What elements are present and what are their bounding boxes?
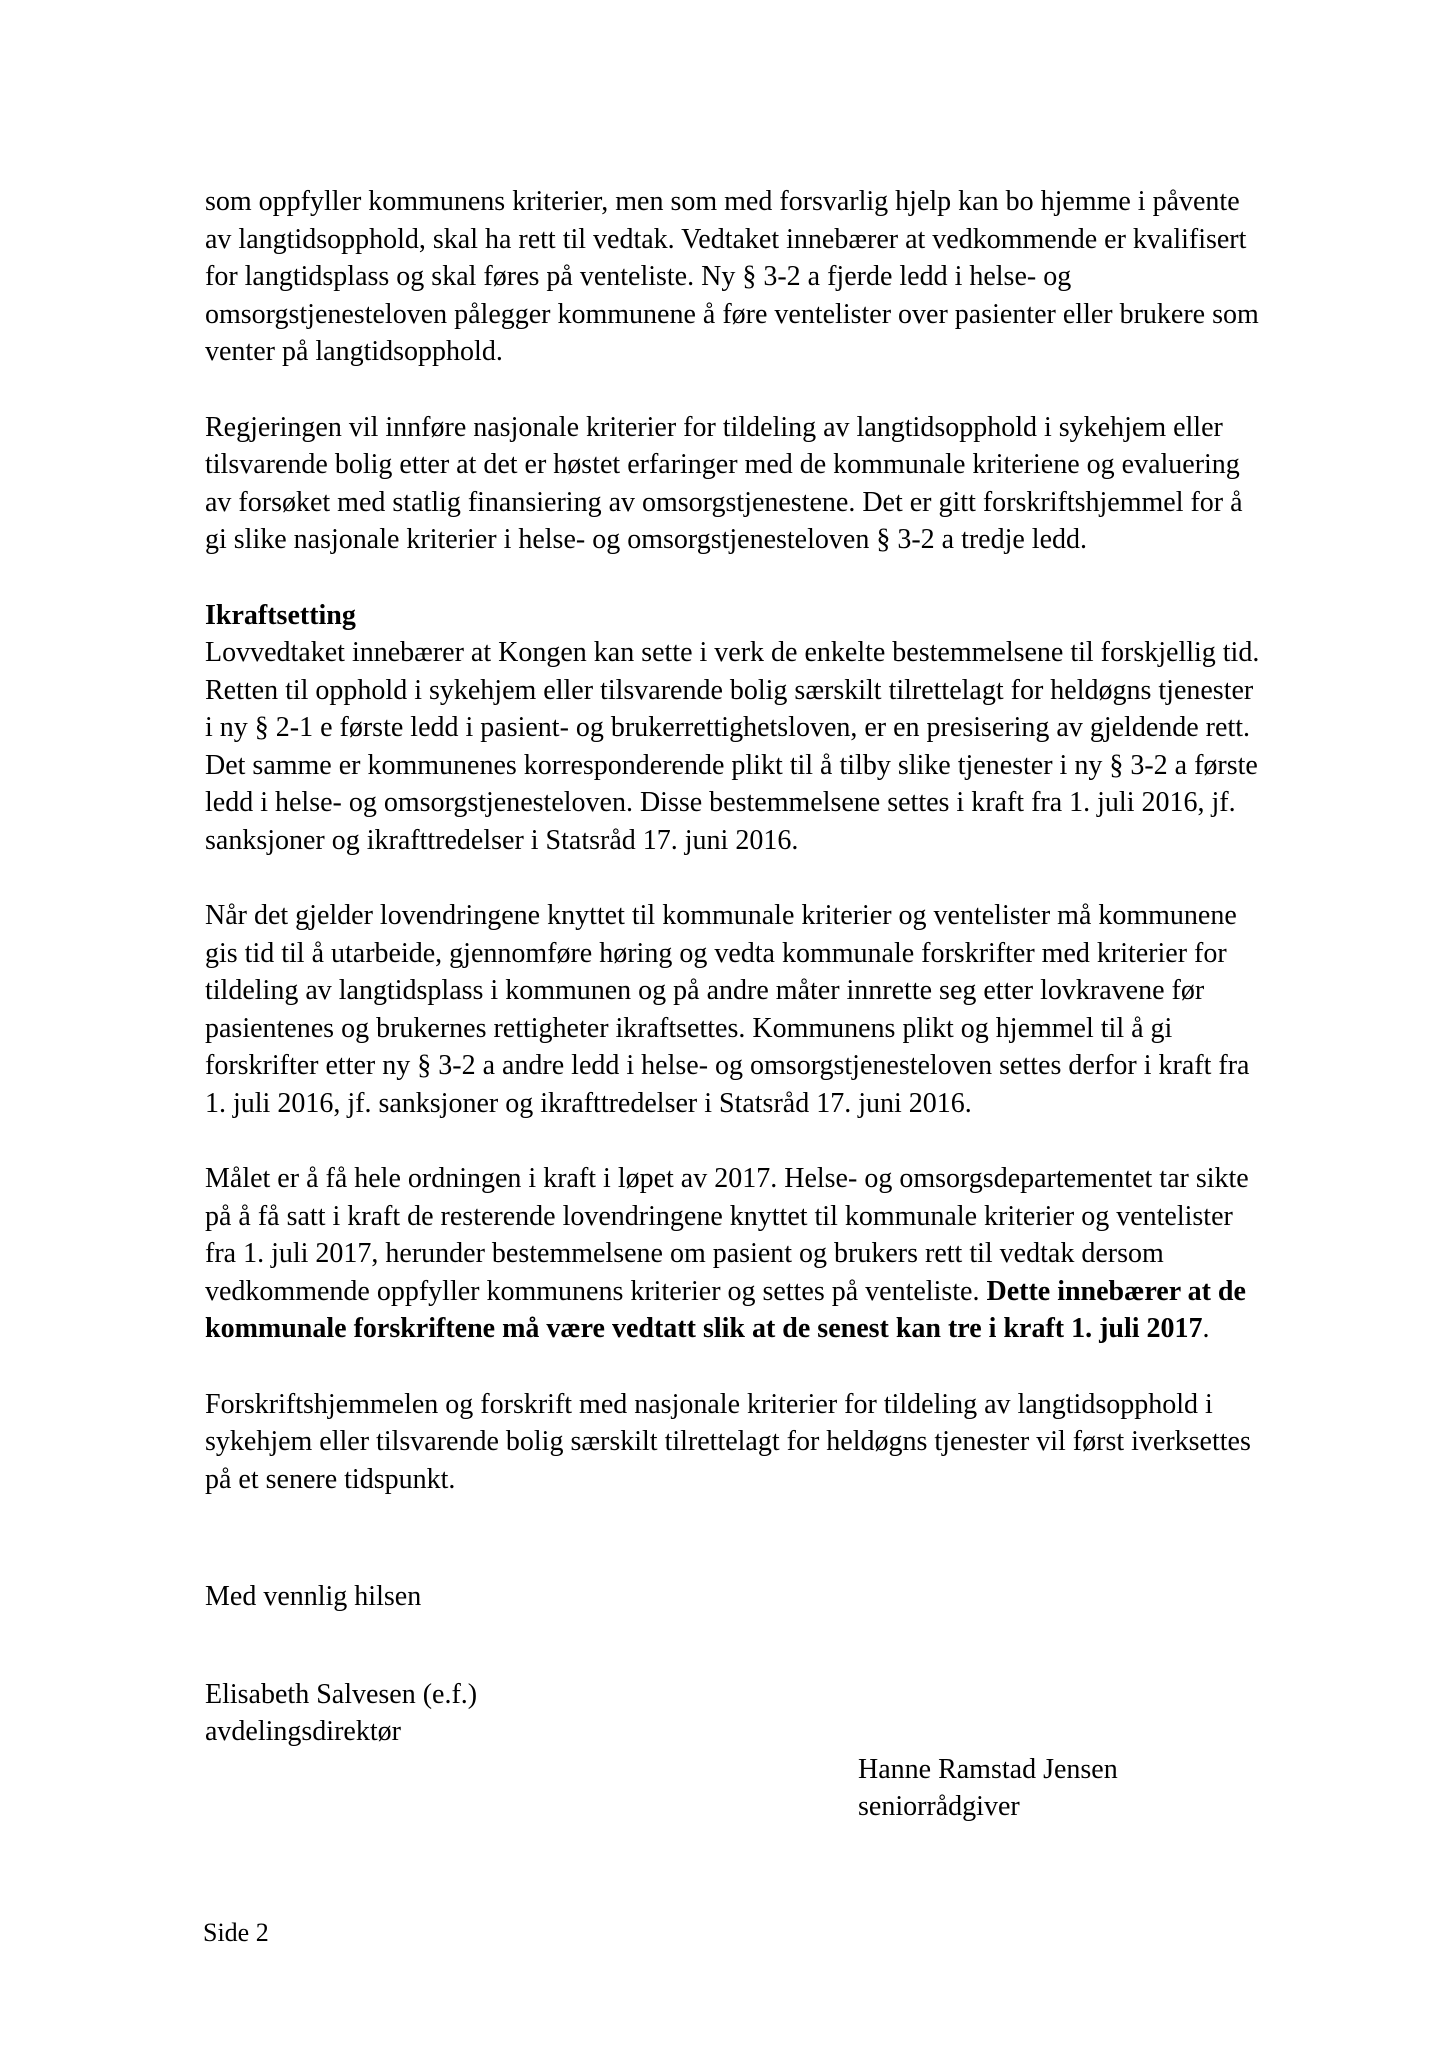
text-segment: Det samme er kommunenes korresponderende plikt til å tilby slike tjenester i ny § 3-2 a første <box>205 749 1258 781</box>
text-segment: sanksjoner og ikrafttredelser i Statsråd 17. juni 2016. <box>205 824 799 856</box>
text-segment: på et senere tidspunkt. <box>205 1463 456 1495</box>
body-paragraph-maalet-2017 <box>205 1160 1297 1348</box>
text-segment: Med vennlig hilsen <box>205 1581 422 1612</box>
text-line <box>205 1010 1297 1048</box>
text-segment: sykehjem eller tilsvarende bolig særskilt tilrettelagt for heldøgns tjenester vil først iverksettes <box>205 1426 1251 1457</box>
text-segment: fra 1. juli 2017, herunder bestemmelsene om pasient og brukers rett til vedtak dersom <box>205 1238 1164 1269</box>
body-paragraph-kommunale-forskrifter <box>205 897 1297 1122</box>
page-number: Side 2 <box>203 1918 269 1947</box>
text-segment: Når det gjelder lovendringene knyttet til kommunale kriterier og ventelister må kommunene <box>205 900 1237 931</box>
text-line <box>205 221 1297 259</box>
closing-salutation <box>205 1578 1297 1616</box>
text-line <box>205 597 1297 635</box>
text-line <box>205 1713 1297 1751</box>
text-line <box>205 446 1297 484</box>
section-heading-ikraftsetting <box>205 597 1297 635</box>
text-segment: for langtidsplass og skal føres på venteliste. Ny § 3-2 a fjerde ledd i helse- og <box>205 261 1072 292</box>
text-segment: . <box>1202 1313 1210 1344</box>
text-segment: gi slike nasjonale kriterier i helse- og omsorgstjenesteloven § 3-2 a tredje ledd. <box>205 524 1088 555</box>
text-line <box>205 333 1297 371</box>
text-line <box>858 1751 1297 1789</box>
text-segment: venter på langtidsopphold. <box>205 336 503 367</box>
text-segment: tilsvarende bolig etter at det er høstet erfaringer med de kommunale kriteriene og evaluering <box>205 449 1240 480</box>
text-segment: av langtidsopphold, skal ha rett til vedtak. Vedtaket innebærer at vedkommende er kvalifisert <box>205 223 1247 255</box>
text-line <box>205 709 1297 747</box>
text-line <box>205 897 1297 935</box>
text-line <box>205 747 1297 785</box>
body-paragraph-venteliste <box>205 183 1297 371</box>
text-line <box>205 634 1297 672</box>
text-line <box>858 1788 1297 1826</box>
text-line <box>205 183 1297 221</box>
bold-text-segment: kommunale forskriftene må være vedtatt slik at de senest kan tre i kraft 1. juli 2017 <box>205 1313 1203 1344</box>
bold-text-segment: Dette innebærer at de <box>986 1275 1246 1307</box>
text-line <box>205 1198 1297 1236</box>
text-segment: omsorgstjenesteloven pålegger kommunene å føre ventelister over pasienter eller brukere som <box>205 298 1259 330</box>
text-line <box>205 1578 1297 1616</box>
text-line <box>205 1676 1297 1714</box>
text-segment: tildeling av langtidsplass i kommunen og på andre måter innrette seg etter lovkravene før <box>205 975 1205 1006</box>
text-line <box>205 935 1297 973</box>
signature-primary <box>205 1676 1297 1751</box>
signature-secondary <box>205 1751 1297 1826</box>
text-line <box>205 1273 1297 1311</box>
text-line <box>205 409 1297 447</box>
text-line <box>205 822 1297 860</box>
text-line <box>205 484 1297 522</box>
text-segment: Forskriftshjemmelen og forskrift med nasjonale kriterier for tildeling av langtidsopphold i <box>205 1388 1213 1420</box>
text-line <box>205 784 1297 822</box>
text-line <box>205 1160 1297 1198</box>
text-segment: Elisabeth Salvesen (e.f.) <box>205 1678 478 1710</box>
text-line <box>205 258 1297 296</box>
text-segment: som oppfyller kommunens kriterier, men som med forsvarlig hjelp kan bo hjemme i påvente <box>205 186 1240 217</box>
text-segment: på å få satt i kraft de resterende lovendringene knyttet til kommunale kriterier og ventelister <box>205 1200 1233 1232</box>
text-line <box>205 672 1297 710</box>
text-segment: Regjeringen vil innføre nasjonale kriterier for tildeling av langtidsopphold i sykehjem eller <box>205 411 1223 443</box>
letter-body <box>205 183 1297 1826</box>
text-segment: gis tid til å utarbeide, gjennomføre høring og vedta kommunale forskrifter med kriterier for <box>205 937 1227 969</box>
text-segment: Retten til opphold i sykehjem eller tilsvarende bolig særskilt tilrettelagt for heldøgns tjenester <box>205 674 1254 706</box>
text-segment: seniorrådgiver <box>858 1791 1020 1822</box>
text-segment: av forsøket med statlig finansiering av omsorgstjenestene. Det er gitt forskriftshjemmel for å <box>205 486 1243 518</box>
text-segment: Målet er å få hele ordningen i kraft i løpet av 2017. Helse- og omsorgsdepartementet tar sikte <box>205 1163 1249 1194</box>
text-segment: avdelingsdirektør <box>205 1716 401 1747</box>
text-line <box>205 1235 1297 1273</box>
bold-text-segment: Ikraftsetting <box>205 599 356 631</box>
text-line <box>205 1085 1297 1123</box>
text-segment: forskrifter etter ny § 3-2 a andre ledd i helse- og omsorgstjenesteloven settes derfor i kraft fra <box>205 1050 1250 1081</box>
text-segment: i ny § 2-1 e første ledd i pasient- og brukerrettighetsloven, er en presisering av gjeldende rett. <box>205 712 1250 743</box>
body-paragraph-nasjonale-kriterier <box>205 409 1297 559</box>
body-paragraph-forskriftshjemmelen <box>205 1386 1297 1499</box>
text-line <box>205 1386 1297 1424</box>
text-segment: Hanne Ramstad Jensen <box>858 1753 1118 1785</box>
text-line <box>205 1310 1297 1348</box>
text-line <box>205 296 1297 334</box>
text-segment: pasientenes og brukernes rettigheter ikraftsettes. Kommunens plikt og hjemmel til å gi <box>205 1012 1173 1044</box>
text-line <box>205 1461 1297 1499</box>
text-segment: 1. juli 2016, jf. sanksjoner og ikrafttredelser i Statsråd 17. juni 2016. <box>205 1087 972 1119</box>
text-segment: ledd i helse- og omsorgstjenesteloven. Disse bestemmelsene settes i kraft fra 1. juli 2016, jf. <box>205 787 1236 818</box>
text-line <box>205 521 1297 559</box>
body-paragraph-lovvedtaket <box>205 634 1297 859</box>
text-line <box>205 1423 1297 1461</box>
text-line <box>205 972 1297 1010</box>
text-segment: vedkommende oppfyller kommunens kriterier og settes på venteliste. <box>205 1275 987 1307</box>
text-line <box>205 1047 1297 1085</box>
text-segment: Lovvedtaket innebærer at Kongen kan sette i verk de enkelte bestemmelsene til forskjellig tid. <box>205 637 1260 668</box>
